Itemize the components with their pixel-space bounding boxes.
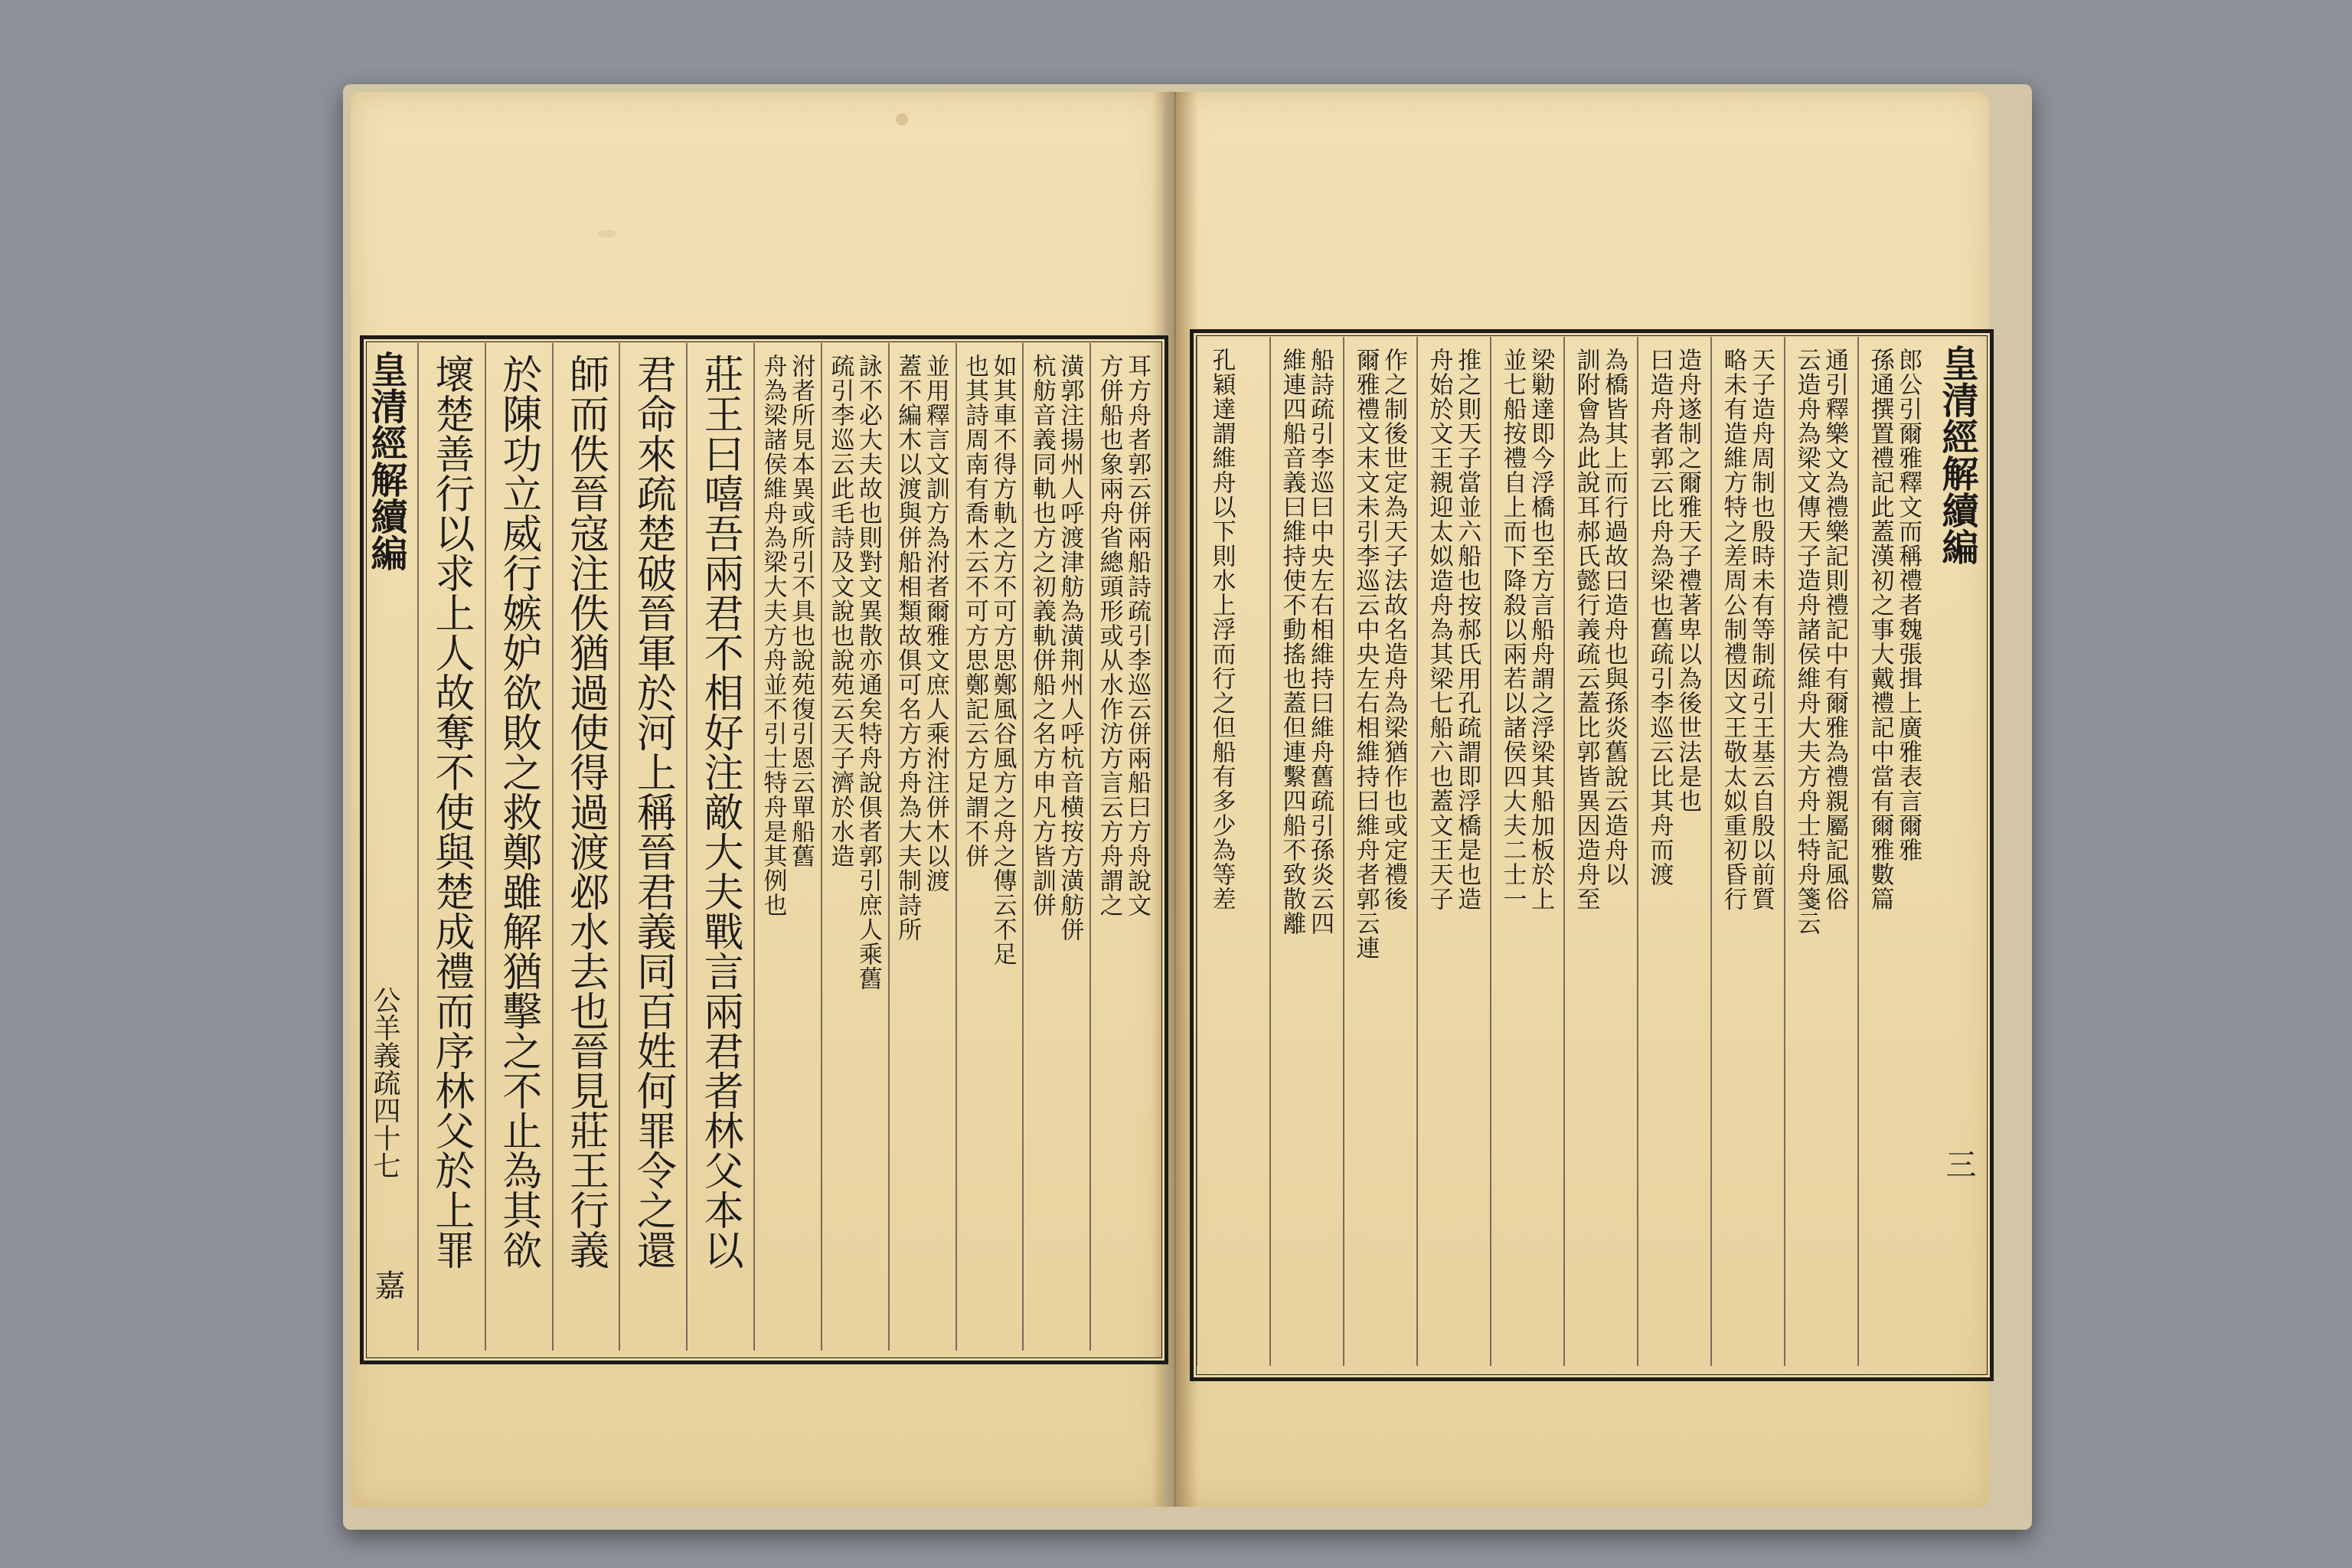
page-number: 三 [1941,1148,1976,1179]
main-text-column: 師而佚晉寇注佚猶過使得過渡邲水去也晉見莊王行義 [562,354,609,1269]
commentary-line: 推之則天子當並六船也按郝氏用孔疏謂即浮橋是也造 [1453,348,1481,911]
commentary-line: 郎公引爾雅釋文而稱禮者魏張揖上廣雅表言爾雅 [1894,348,1922,862]
main-text-column: 壞楚善行以求上人故奪不使與楚成禮而序林父於上罪 [427,354,474,1269]
commentary-line: 潢郭注揚州人呼渡津舫為潢荆州人呼杭音横按方潢舫併 [1056,354,1084,942]
right-margin-column [1932,337,1983,1366]
commentary-line: 作之制後世定為天子法故名造舟為梁猶作也或定禮後 [1380,348,1408,911]
column-rule [753,343,755,1351]
section-label: 公羊義疏四十七 [369,986,400,1179]
commentary-line: 云造舟為梁文傳天子造舟諸侯維舟大夫方舟士特舟箋云 [1792,348,1821,936]
commentary-line: 孔穎達謂維舟以下則水上浮而行之但船有多少為等差 [1207,348,1236,911]
commentary-column [1500,348,1553,911]
commentary-column [760,354,813,917]
paper-stain [597,230,617,237]
column-rule [1637,337,1638,1366]
commentary-column [1720,348,1773,911]
commentary-line: 船詩疏引李巡曰中央左右相維持曰維舟舊疏引孫炎云四 [1306,348,1334,936]
commentary-line: 通引釋樂文為禮樂記則禮記中有爾雅為禮親屬記風俗 [1821,348,1849,911]
commentary-column [1029,354,1082,942]
column-rule [1089,343,1091,1351]
commentary-column [895,354,948,942]
column-rule [1416,337,1418,1366]
column-rule [552,343,554,1351]
commentary-column [961,354,1017,966]
column-rule [1857,337,1859,1366]
column-rule [1196,337,1197,1366]
margin-title: 皇清經解續編 [364,351,407,571]
column-rule [821,343,822,1351]
commentary-line: 如其車不得方軌之方不可方思鄭風谷風方之舟之傳云不足 [988,354,1017,966]
commentary-line: 並用釋言文訓方為泭者爾雅文庶人乘泭注併木以渡 [921,354,949,893]
column-rule [686,343,688,1351]
commentary-line: 疏引李巡云此毛詩及文說也說苑云天子濟於水造 [826,354,854,868]
commentary-column [1206,348,1234,911]
commentary-line: 造舟遂制之爾雅天子禮著卑以為後世法是也 [1674,348,1702,813]
commentary-column [1647,348,1700,887]
commentary-column [1573,348,1626,911]
commentary-line: 孫通撰置禮記此蓋漢初之事大戴禮記中當有爾雅數篇 [1866,348,1894,911]
column-rule [1710,337,1712,1366]
left-margin-column [360,343,413,1351]
commentary-line: 天子造舟周制也殷時未有等制疏引王基云自殷以前質 [1747,348,1775,911]
column-rule [485,343,486,1351]
column-rule [1490,337,1491,1366]
column-rule [417,343,419,1351]
column-rule [1563,337,1565,1366]
commentary-line: 泭者所見本異或所引不具也說苑復引恩云單船舊 [787,354,815,868]
main-text-column: 於陳功立威行嫉妒欲敗之救鄭雖解猶擊之不止為其欲 [495,354,541,1269]
commentary-column [828,354,880,991]
commentary-column [1095,354,1152,917]
commentary-line: 訓附會為此說耳郝氏懿行義疏云蓋比郭皆異因造舟至 [1572,348,1600,911]
commentary-line: 並七船按禮自上而下降殺以兩若以諸侯四大夫二士一 [1498,348,1527,911]
commentary-line: 略未有造維方特之差周公制禮因文王敬太姒重初昏行 [1719,348,1747,911]
commentary-line: 蓋不編木以渡與併船相類故俱可名方方舟為大夫制詩所 [893,354,922,942]
commentary-line: 舟始於文王親迎太姒造舟為其梁七船六也蓋文王天子 [1425,348,1453,911]
column-rule [1022,343,1024,1351]
commentary-line: 杭舫音義同軌也方之初義軌併船之名方申凡方皆訓併 [1027,354,1056,917]
column-rule [1343,337,1344,1366]
commentary-line: 詠不必大夫故也則對文異散亦通矣特舟說俱者郭引庶人乘舊 [854,354,882,991]
commentary-line: 維連四船音義曰維持使不動搖也蓋但連繫四船不致散離 [1278,348,1306,936]
commentary-line: 曰造舟者郭云比舟為梁也舊疏引李巡云比其舟而渡 [1645,348,1674,887]
commentary-column [1279,348,1332,936]
commentary-column [1794,348,1847,936]
left-columns [417,343,1157,1351]
commentary-line: 梁勦達即今浮橋也至方言船舟謂之浮梁其船加板於上 [1527,348,1555,911]
commentary-column [1426,348,1479,911]
main-text-column: 君命來疏楚破晉軍於河上稱晉君義同百姓何罪令之還 [629,354,676,1269]
column-rule [888,343,890,1351]
bottom-mark: 嘉 [370,1269,405,1300]
right-columns [1196,337,1931,1366]
main-text-column: 莊王曰嘻吾兩君不相好注敵大夫戰言兩君者林父本以 [697,354,743,1269]
commentary-line: 爾雅禮文末文未引李巡云中央左右相維持曰維舟者郭云連 [1351,348,1380,960]
column-rule [1784,337,1785,1366]
commentary-line: 耳方舟者郭云併兩船詩疏引李巡云併兩船曰方舟說文 [1123,354,1152,917]
commentary-column [1353,348,1406,960]
commentary-line: 也其詩周南有喬木云不可方思鄭記云方足謂不併 [961,354,988,868]
commentary-line: 為橋皆其上而行過故曰造舟也與孫炎舊說云造舟以 [1600,348,1628,887]
commentary-line: 方併船也象兩舟省總頭形或从水作汸方言云方舟謂之 [1095,354,1123,917]
column-rule [1269,337,1271,1366]
column-rule [619,343,620,1351]
commentary-line: 舟為梁諸侯維舟為梁大夫方舟並不引士特舟是其例也 [759,354,787,917]
commentary-column [1867,348,1920,911]
paper-stain [896,113,908,126]
margin-title: 皇清經解續編 [1936,345,1978,565]
column-rule [956,343,957,1351]
